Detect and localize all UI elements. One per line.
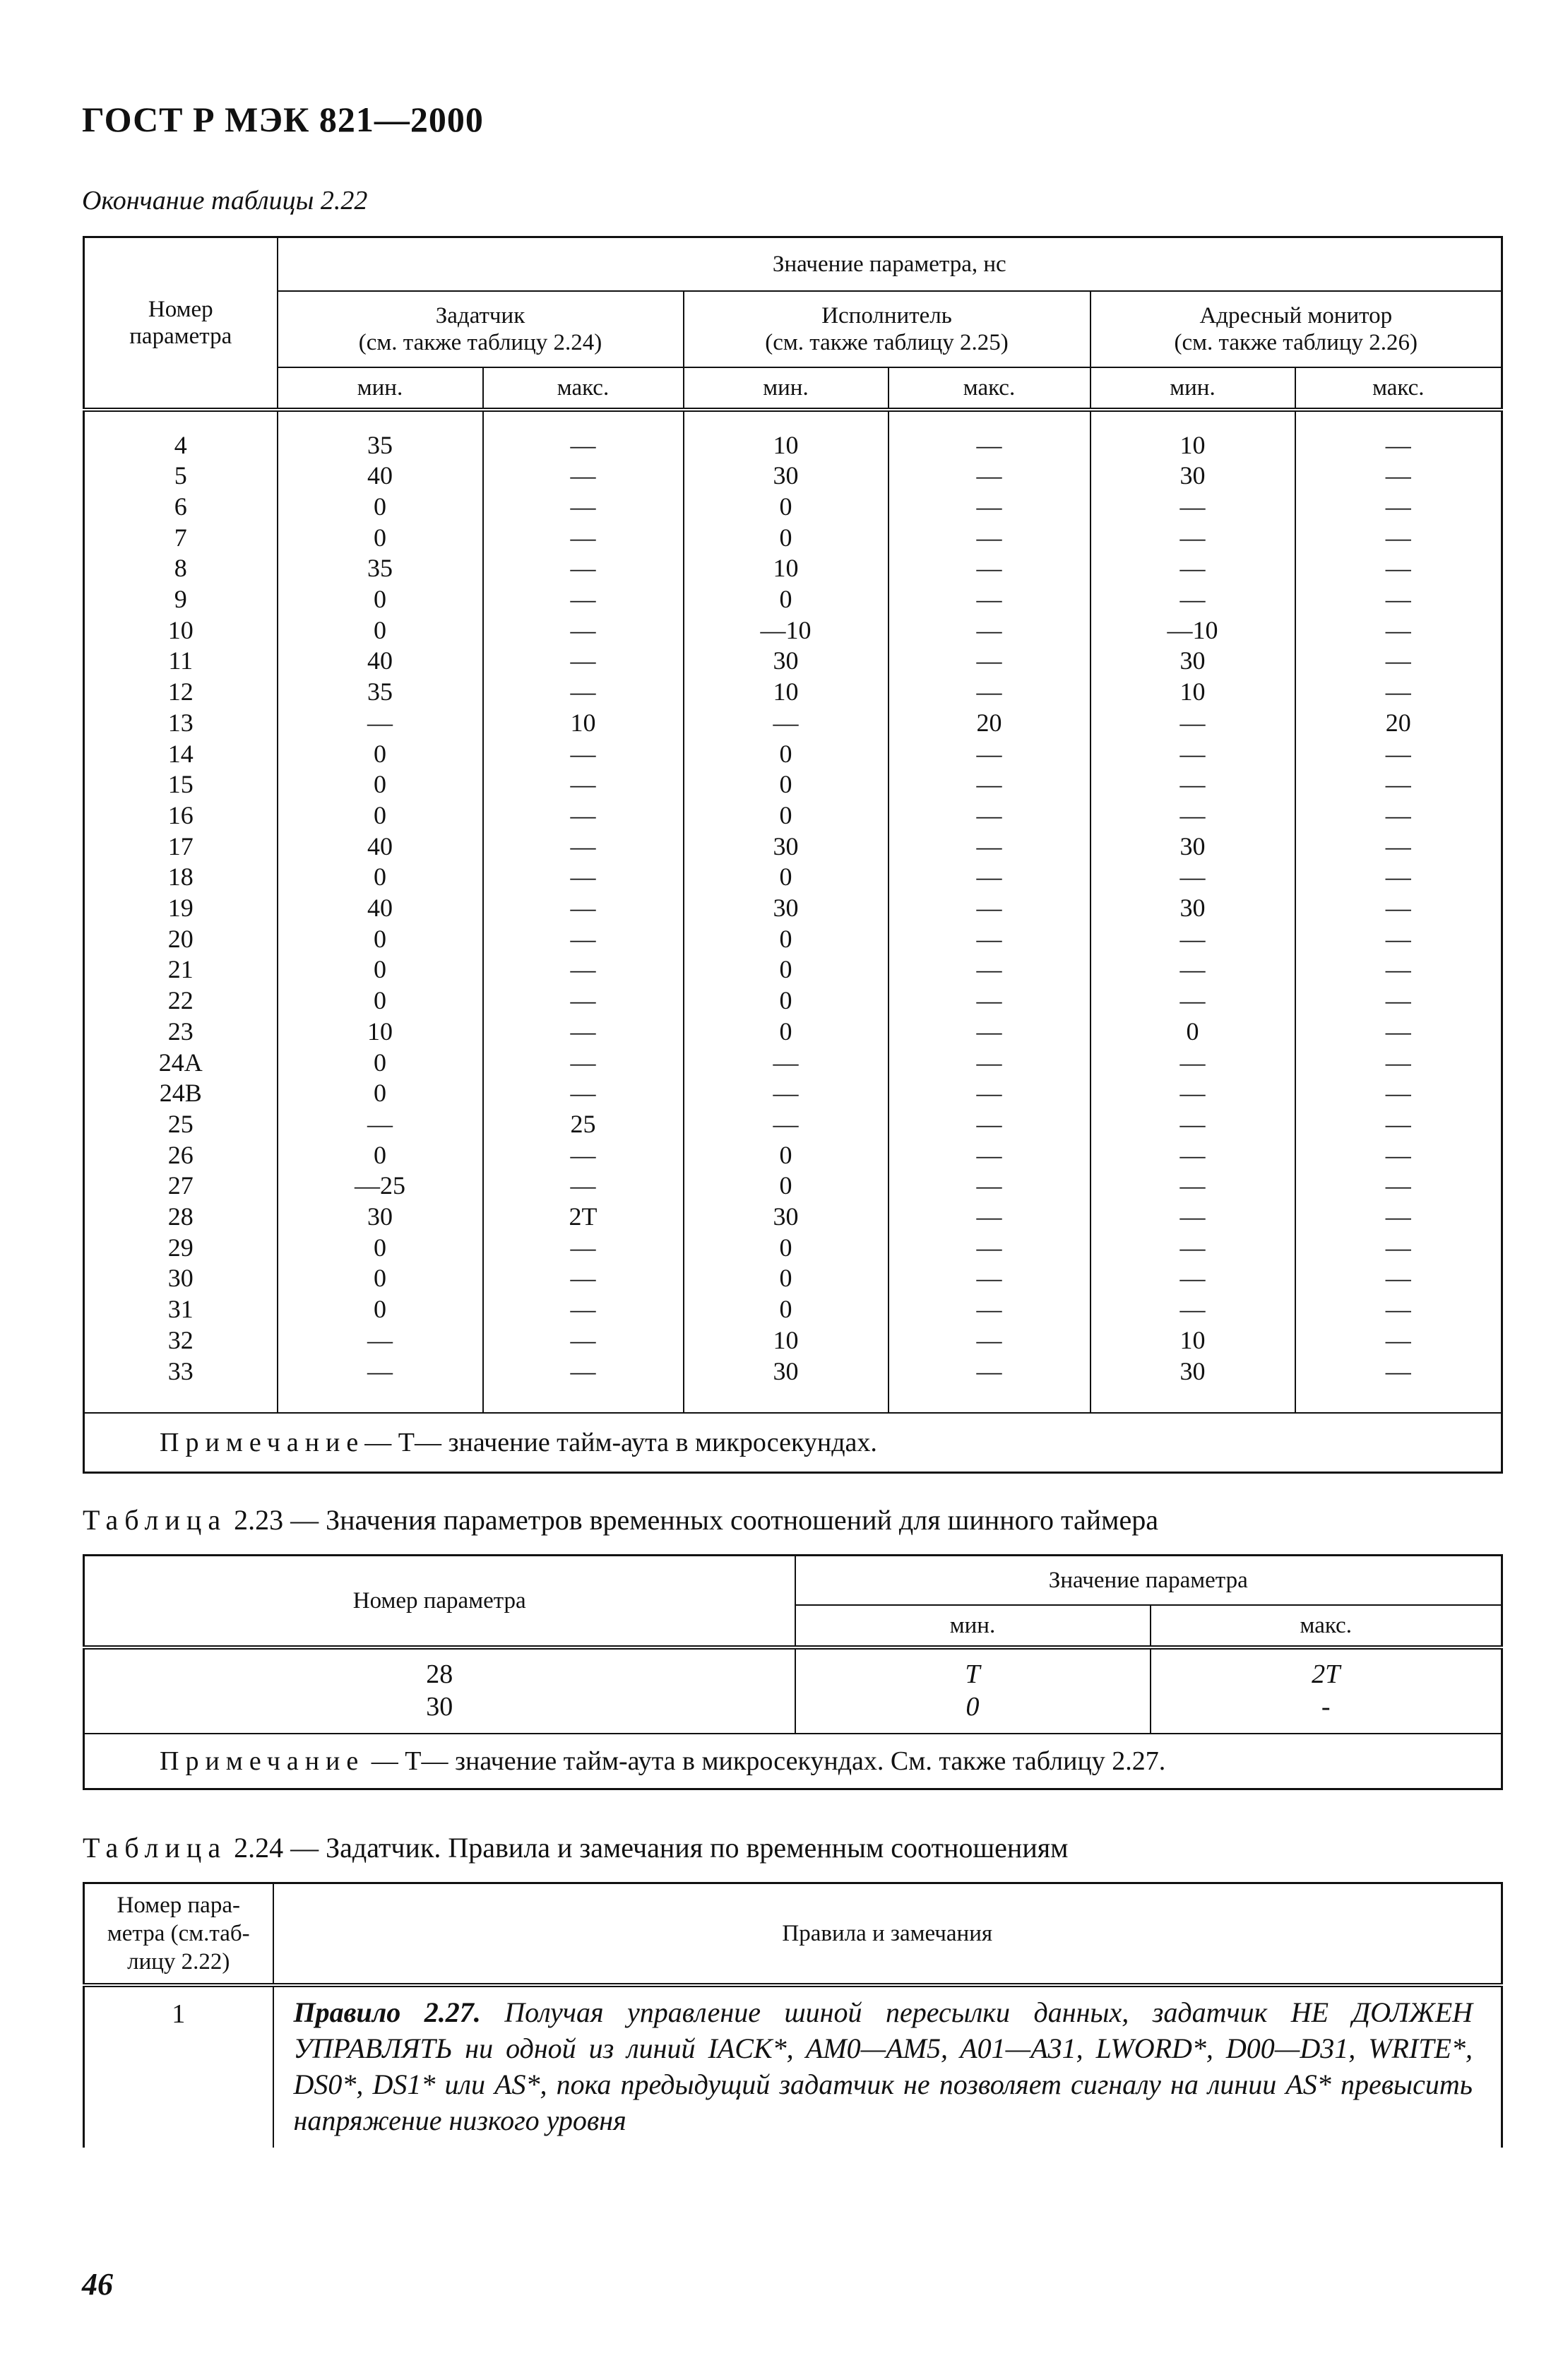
slave-min-header: мин. [684,367,889,410]
note-label: Примечание [160,1427,365,1457]
note-label: Примечание [160,1746,365,1776]
master-min-header: мин. [278,367,483,410]
param-number-header: Номер параметра [84,237,278,410]
master-min-column: 35 40 0 0 35 0 0 40 35 — 0 0 0 40 0 40 0 0 0 10 0 0 — 0 —25 30 0 0 0 — — [278,410,483,1413]
rule-cell [273,1985,1502,2148]
param-number-header: Номер пара- метра (см.таб- лицу 2.22) [84,1883,273,1985]
table-2-24-caption [83,1831,1068,1864]
table-2-23 [83,1554,1503,1790]
slave-max-header: макс. [889,367,1091,410]
note-text: — T— значение тайм-аута в микросекундах. См. также таблицу 2.27. [364,1746,1166,1776]
value-header: Значение параметра, нс [278,237,1502,291]
rule-label: Правило 2.27. [293,1996,481,2028]
table-2-23-caption [83,1503,1158,1537]
monitor-group-header: Адресный монитор (см. также таблицу 2.26) [1091,291,1502,367]
rule-text: Получая управление шиной пересылки данных, задатчик НЕ ДОЛЖЕН УПРАВЛЯТЬ ни одной из линий IACK*, AM0—AM5, A01—A31, LWORD*, D00—D31, WRITE*, DS0*, DS1* или AS*, пока предыдущий задатчик не позволяет сигналу на линии AS* превысить напряжение низкого уровня [293,1996,1473,2136]
table-2-22 [83,236,1503,1474]
row-param-number: 1 [172,1999,186,2029]
monitor-max-header: макс. [1295,367,1502,410]
param-number-column: 28 30 [426,1659,453,1722]
monitor-max-column: — — — — — — — — — 20 — — — — — — — — — — — — — — — — — — — — — [1295,410,1502,1413]
slave-min-column: 10 30 0 0 10 0 —10 30 10 — 0 0 0 30 0 30 0 0 0 0 — — — 0 0 30 0 0 0 10 30 [684,410,889,1413]
table-note [84,1734,1502,1789]
monitor-min-column: 10 30 — — — — —10 30 10 — — — — 30 — 30 — — — 0 — — — — — — — — — 10 30 [1091,410,1295,1413]
slave-max-column: — — — — — — — — — 20 — — — — — — — — — — — — — — — — — — — — — [889,410,1091,1413]
document-header: ГОСТ Р МЭК 821—2000 [82,100,484,139]
master-max-header: макс. [483,367,684,410]
max-column: 2T - [1151,1647,1502,1734]
table-continuation-caption: Окончание таблицы 2.22 [82,186,368,215]
max-header: макс. [1151,1605,1502,1647]
master-max-column: — — — — — — — — — 10 — — — — — — — — — — — — 25 — — 2T — — — — — [483,410,684,1413]
table-2-24 [83,1882,1503,2148]
caption-label: Таблица [83,1504,227,1536]
rules-header: Правила и замечания [273,1883,1502,1985]
param-number-header: Номер параметра [84,1556,795,1647]
monitor-min-header: мин. [1091,367,1295,410]
caption-label: Таблица [83,1832,227,1864]
caption-text: 2.24 — Задатчик. Правила и замечания по временным соотношениям [234,1832,1069,1864]
value-header: Значение параметра [795,1556,1502,1605]
slave-group-header: Исполнитель (см. также таблицу 2.25) [684,291,1091,367]
min-column: T 0 [795,1647,1151,1734]
page-number: 46 [82,2267,113,2302]
master-group-header: Задатчик (см. также таблицу 2.24) [278,291,684,367]
table-note [84,1413,1502,1473]
min-header: мин. [795,1605,1151,1647]
caption-text: 2.23 — Значения параметров временных соотношений для шинного таймера [234,1504,1158,1536]
param-number-column: 4 5 6 7 8 9 10 11 12 13 14 15 16 17 18 19 20 21 22 23 24A 24B 25 26 27 28 29 30 31 32 33 [158,430,203,1385]
note-text: — T— значение тайм-аута в микросекундах. [364,1427,877,1457]
